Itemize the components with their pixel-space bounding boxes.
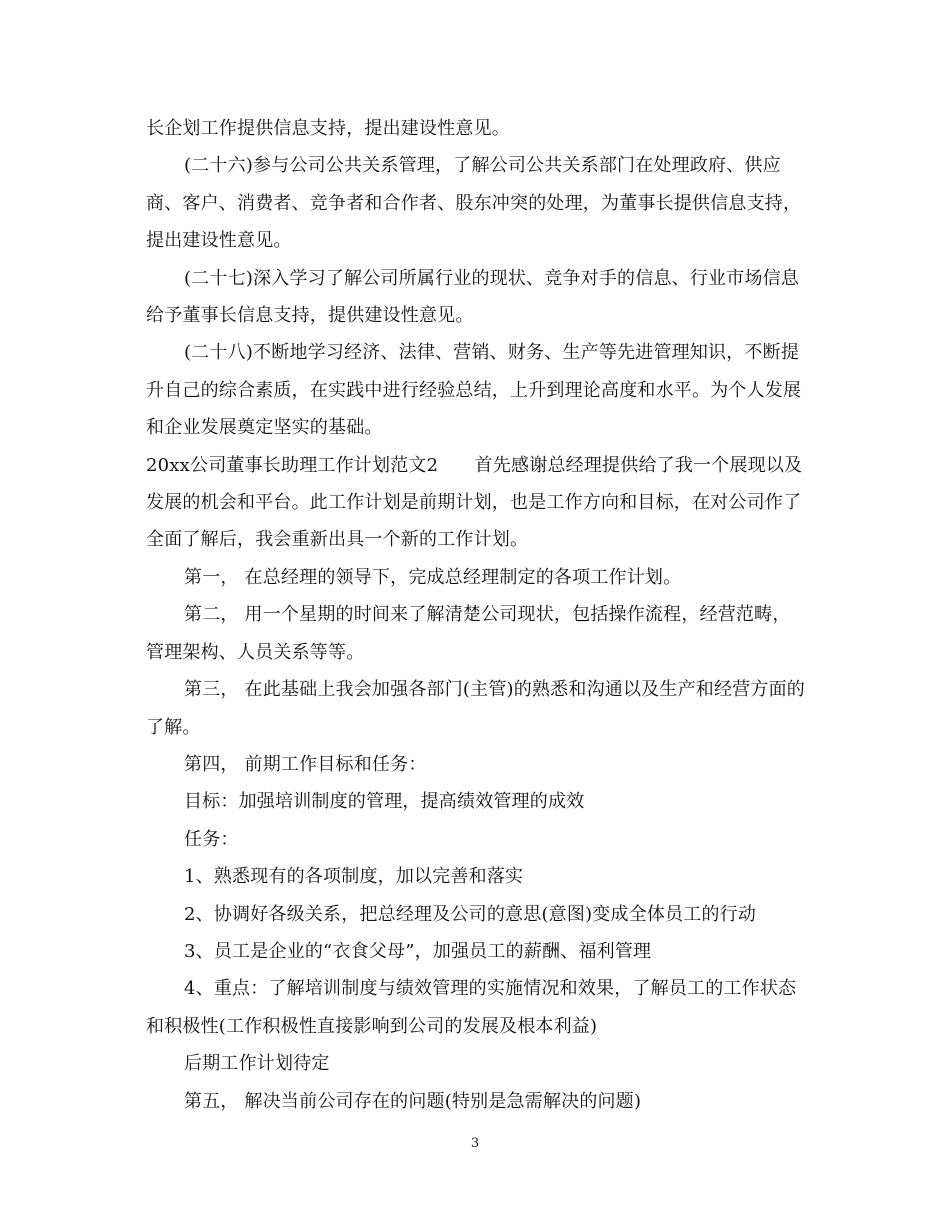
paragraph-16: 后期工作计划待定 [184, 1053, 330, 1075]
paragraph-2: (二十六)参与公司公共关系管理，了解公司公共关系部门在处理政府、供应商、客户、消费者、竞争者和合作者、股东冲突的处理，为董事长提供信息支持，提出建设性意见。 [146, 155, 802, 252]
paragraph-1: 长企划工作提供信息支持，提出建设性意见。 [146, 118, 510, 139]
paragraph-7: 第二， 用一个星期的时间来了解清楚公司现状，包括操作流程，经营范畴，管理架构、人员关系等等。 [146, 604, 791, 663]
paragraph-13: 2、协调好各级关系，把总经理及公司的意思(意图)变成全体员工的行动 [184, 903, 757, 925]
paragraph-9: 第四， 前期工作目标和任务： [184, 753, 427, 775]
paragraph-15: 4、重点：了解培训制度与绩效管理的实施情况和效果，了解员工的工作状态和积极性(工作积极性直接影响到公司的发展及根本利益) [146, 978, 797, 1037]
paragraph-5: 20xx公司董事长助理工作计划范文2 首先感谢总经理提供给了我一个展现以及发展的机会和平台。此工作计划是前期计划，也是工作方向和目标，在对公司作了全面了解后，我会重新出具一个新的工作计划。 [146, 454, 803, 551]
page-number: 3 [470, 1136, 480, 1151]
paragraph-6: 第一， 在总经理的领导下，完成总经理制定的各项工作计划。 [184, 566, 682, 588]
paragraph-17: 第五， 解决当前公司存在的问题(特别是急需解决的问题) [184, 1090, 642, 1112]
paragraph-14: 3、员工是企业的“衣食父母”，加强员工的薪酬、福利管理 [184, 940, 652, 962]
paragraph-4: (二十八)不断地学习经济、法律、营销、财务、生产等先进管理知识，不断提升自己的综合素质，在实践中进行经验总结，上升到理论高度和水平。为个人发展和企业发展奠定坚实的基础。 [146, 342, 802, 439]
paragraph-12: 1、熟悉现有的各项制度，加以完善和落实 [184, 866, 524, 888]
document-body [146, 110, 806, 1120]
paragraph-11: 任务： [184, 828, 239, 850]
paragraph-10: 目标：加强培训制度的管理，提高绩效管理的成效 [184, 791, 585, 813]
paragraph-8: 第三， 在此基础上我会加强各部门(主管)的熟悉和沟通以及生产和经营方面的了解。 [146, 679, 805, 738]
paragraph-3: (二十七)深入学习了解公司所属行业的现状、竞争对手的信息、行业市场信息给予董事长信息支持，提供建设性意见。 [146, 267, 800, 327]
